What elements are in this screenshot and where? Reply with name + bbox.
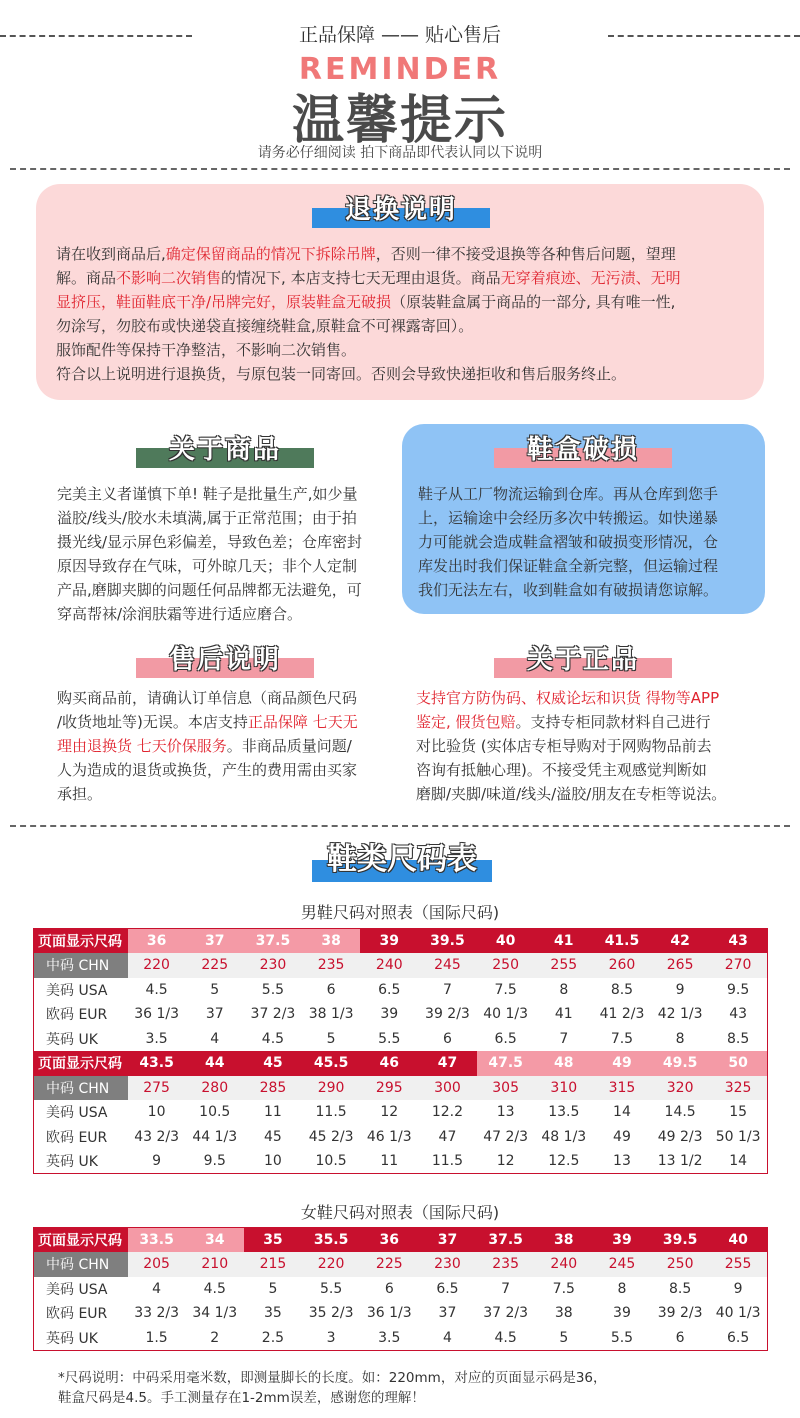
size-cell: 35: [244, 1228, 302, 1253]
size-cell: 4.5: [145, 981, 168, 998]
size-cell: 5: [326, 1030, 336, 1047]
size-cell: 39: [593, 1228, 651, 1253]
authentic-tag-label: 关于正品: [526, 645, 639, 675]
size-cell: 39: [380, 1006, 399, 1023]
size-cell: 305: [477, 1076, 535, 1101]
size-cell: 5: [268, 1280, 278, 1297]
size-cell: 49 2/3: [657, 1128, 703, 1145]
authentic-tag: [494, 640, 672, 680]
size-cell: 240: [535, 1252, 593, 1277]
size-cell: 45: [264, 1128, 282, 1145]
size-cell: 46 1/3: [366, 1128, 412, 1145]
size-cell: 3.5: [378, 1329, 401, 1346]
size-cell: 11.5: [431, 1153, 464, 1169]
size-uk-row: [34, 1027, 768, 1052]
size-cell: 245: [593, 1252, 651, 1277]
size-cell: 4.5: [494, 1329, 517, 1346]
size-cell: 36: [128, 929, 186, 954]
size-row-label: 中码 CHN: [34, 953, 128, 978]
about-product-tag-label: 关于商品: [168, 435, 281, 465]
size-cell: 11.5: [315, 1104, 347, 1121]
size-cell: 41: [535, 929, 593, 954]
size-row-label: 欧码 EUR: [34, 1301, 128, 1326]
size-cell: 8: [559, 981, 569, 998]
size-cell: 49.5: [651, 1051, 709, 1076]
size-row-label: 美码 USA: [34, 978, 128, 1003]
size-cell: 46: [360, 1051, 418, 1076]
size-cell: 33 2/3: [134, 1305, 179, 1322]
size-cell: 38: [302, 929, 360, 954]
size-cell: 250: [651, 1252, 709, 1277]
after-sale-text: 购买商品前，请确认订单信息（商品颜色尺码 /收货地址等)无误。本店支持正品保障 七天无 理由退换货 七天价保服务。非商品质量问题/ 人为造成的退货或换货，产生的费用需由买家 承担。: [57, 689, 358, 803]
size-cell: 9: [152, 1153, 162, 1169]
size-cell: 270: [709, 953, 767, 978]
size-display-row: [34, 1228, 768, 1253]
size-cell: 265: [651, 953, 709, 978]
header-separator: [10, 168, 790, 170]
size-row-label: 欧码 EUR: [34, 1125, 128, 1150]
size-cell: 37: [186, 929, 244, 954]
size-chart-tag: [312, 838, 492, 882]
size-cell: 35.5: [302, 1228, 360, 1253]
reminder-heading: REMINDER: [298, 52, 502, 87]
return-line-2: 解。商品不影响二次销售的情况下, 本店支持七天无理由退货。商品无穿着痕迹、无污渍、无明: [56, 269, 681, 287]
size-cell: 8.5: [726, 1030, 750, 1047]
size-cell: 6: [326, 981, 336, 998]
authentic-text: 支持官方防伪码、权威论坛和识货 得物等APP 鉴定, 假货包赔。支持专柜同款材料自己进行 对比验货 (实体店专柜导购对于网购物品前去 咨询有抵触心理)。不接受凭主观感觉判断如 磨脚/夹脚/味道/线头/溢胶/朋友在专柜等说法。: [416, 689, 727, 803]
size-cell: 6: [384, 1280, 394, 1297]
size-uk-row: [34, 1149, 768, 1174]
return-line-1: 请在收到商品后,确定保留商品的情况下拆除吊牌，否则一律不接受退换等各种售后问题，望理: [56, 245, 676, 263]
size-cell: 11: [264, 1104, 282, 1121]
size-row-label: 中码 CHN: [34, 1252, 128, 1277]
size-cell: 2.5: [261, 1329, 285, 1346]
size-row-label: 英码 UK: [34, 1149, 128, 1174]
size-cell: 300: [418, 1076, 476, 1101]
size-cell: 5.5: [261, 981, 285, 998]
size-cell: 290: [302, 1076, 360, 1101]
size-cell: 4.5: [261, 1030, 285, 1047]
size-cell: 37 2/3: [250, 1006, 296, 1023]
size-cell: 205: [128, 1252, 186, 1277]
size-cell: 255: [535, 953, 593, 978]
title-note: 请务必仔细阅读 拍下商品即代表认同以下说明: [257, 145, 543, 161]
about-product-text: 完美主义者谨慎下单! 鞋子是批量生产,如少量 溢胶/线头/胶水未填满,属于正常范围；由于拍 摄光线/显示屏色彩偏差，导致色差；仓库密封 原因导致存在气味，可外晾几天；非个人定制 产品,磨脚夹脚的问题任何品牌都无法避免，可 穿高帮袜/涂润肤霜等进行适应磨合。: [57, 485, 363, 623]
size-cell: 36 1/3: [134, 1006, 179, 1023]
size-cell: 39.5: [651, 1228, 709, 1253]
size-cell: 36 1/3: [366, 1305, 412, 1322]
size-row-label: 中码 CHN: [34, 1076, 128, 1101]
size-cell: 8.5: [669, 1280, 692, 1297]
size-cell: 35 2/3: [308, 1305, 354, 1322]
size-cell: 37.5: [244, 929, 302, 954]
size-cell: 37: [205, 1006, 224, 1023]
size-cell: 5.5: [610, 1329, 634, 1346]
size-cell: 7.5: [552, 1280, 575, 1297]
size-cell: 34: [186, 1228, 244, 1253]
size-cell: 5.5: [378, 1030, 401, 1047]
size-chart-tag-label: 鞋类尺码表: [327, 842, 477, 877]
about-product-tag: [136, 430, 314, 470]
size-cell: 38 1/3: [308, 1006, 354, 1023]
return-line-3: 显挤压，鞋面鞋底干净/吊牌完好，原装鞋盒无破损（原装鞋盒属于商品的一部分, 具有唯一性,: [56, 293, 676, 311]
size-cell: 225: [360, 1252, 418, 1277]
size-cell: 14.5: [664, 1104, 696, 1121]
size-cell: 39: [613, 1305, 631, 1322]
size-cell: 5: [210, 981, 220, 998]
size-cell: 50 1/3: [715, 1128, 761, 1145]
size-row-label: 页面显示尺码: [34, 1051, 128, 1076]
size-cell: 230: [244, 953, 302, 978]
size-cell: 47.5: [477, 1051, 535, 1076]
return-line-6: 符合以上说明进行退换货，与原包装一同寄回。否则会导致快递拒收和售后服务终止。: [56, 365, 627, 383]
size-cell: 49: [593, 1051, 651, 1076]
size-cell: 41 2/3: [599, 1006, 645, 1023]
return-line-5: 服饰配件等保持干净整洁，不影响二次销售。: [56, 341, 357, 359]
size-cell: 9: [733, 1280, 743, 1297]
section-separator: [10, 825, 790, 827]
size-cell: 1.5: [145, 1329, 168, 1346]
size-row-label: 美码 USA: [34, 1100, 128, 1125]
size-cell: 42 1/3: [657, 1006, 703, 1023]
women-size-table: [33, 1227, 768, 1351]
size-cell: 6: [675, 1329, 685, 1346]
return-line-4: 勿涂写，勿胶布或快递袋直接缠绕鞋盒,原鞋盒不可裸露寄回）。: [56, 317, 474, 335]
size-cell: 14: [613, 1104, 631, 1121]
size-usa-row: [34, 978, 768, 1003]
size-cell: 230: [418, 1252, 476, 1277]
size-cell: 40: [477, 929, 535, 954]
size-cell: 7.5: [610, 1030, 634, 1047]
size-row-label: 欧码 EUR: [34, 1002, 128, 1027]
size-cell: 4: [152, 1280, 162, 1297]
size-row-label: 页面显示尺码: [34, 1228, 128, 1253]
size-cell: 280: [186, 1076, 244, 1101]
size-cell: 47: [438, 1128, 457, 1145]
size-chn-row: [34, 953, 768, 978]
size-eur-row: [34, 1301, 768, 1326]
size-cell: 6.5: [378, 981, 401, 998]
size-cell: 41: [554, 1006, 573, 1023]
size-cell: 6: [442, 1030, 452, 1047]
size-cell: 37 2/3: [483, 1305, 529, 1322]
size-cell: 315: [593, 1076, 651, 1101]
size-cell: 15: [729, 1104, 748, 1121]
size-cell: 39 2/3: [657, 1305, 703, 1322]
size-cell: 10.5: [199, 1104, 231, 1121]
size-cell: 275: [128, 1076, 186, 1101]
size-cell: 13: [496, 1104, 515, 1121]
size-cell: 50: [709, 1051, 767, 1076]
size-cell: 10: [147, 1104, 166, 1121]
size-cell: 47: [418, 1051, 476, 1076]
size-cell: 44 1/3: [192, 1128, 238, 1145]
size-cell: 7: [559, 1030, 569, 1047]
size-cell: 215: [244, 1252, 302, 1277]
size-cell: 6.5: [726, 1329, 750, 1346]
size-cell: 41.5: [593, 929, 651, 954]
after-sale-tag: [136, 640, 314, 680]
size-display-row: [34, 929, 768, 954]
size-cell: 7: [501, 1280, 511, 1297]
size-cell: 325: [709, 1076, 767, 1101]
size-cell: 240: [360, 953, 418, 978]
size-cell: 12.2: [431, 1104, 464, 1121]
size-cell: 235: [477, 1252, 535, 1277]
size-cell: 45.5: [302, 1051, 360, 1076]
size-cell: 285: [244, 1076, 302, 1101]
size-cell: 8: [675, 1030, 685, 1047]
size-cell: 9: [675, 981, 685, 998]
header-subtitle: 正品保障 —— 贴心售后: [298, 24, 502, 46]
size-cell: 320: [651, 1076, 709, 1101]
size-cell: 14: [729, 1153, 748, 1169]
size-cell: 6.5: [494, 1030, 517, 1047]
size-cell: 43.5: [128, 1051, 186, 1076]
size-cell: 12: [496, 1153, 515, 1169]
size-cell: 34 1/3: [192, 1305, 238, 1322]
size-cell: 13 1/2: [657, 1153, 703, 1169]
size-display-row: [34, 1051, 768, 1076]
size-cell: 13: [613, 1153, 631, 1169]
size-cell: 220: [302, 1252, 360, 1277]
size-cell: 260: [593, 953, 651, 978]
size-cell: 250: [477, 953, 535, 978]
size-cell: 49: [613, 1128, 631, 1145]
size-eur-row: [34, 1125, 768, 1150]
size-cell: 8.5: [610, 981, 634, 998]
size-cell: 38: [535, 1228, 593, 1253]
size-cell: 38: [554, 1305, 573, 1322]
women-size-caption: 女鞋尺码对照表（国际尺码): [300, 1203, 500, 1222]
size-cell: 40: [709, 1228, 767, 1253]
size-cell: 9.5: [203, 1153, 226, 1169]
size-cell: 36: [360, 1228, 418, 1253]
size-cell: 43: [709, 929, 767, 954]
size-row-label: 英码 UK: [34, 1027, 128, 1052]
size-cell: 9.5: [726, 981, 750, 998]
size-uk-row: [34, 1326, 768, 1351]
size-cell: 3.5: [145, 1030, 168, 1047]
size-cell: 255: [709, 1252, 767, 1277]
page-title: 温馨提示: [291, 91, 508, 151]
size-cell: 210: [186, 1252, 244, 1277]
size-cell: 37: [438, 1305, 457, 1322]
size-usa-row: [34, 1277, 768, 1302]
size-usa-row: [34, 1100, 768, 1125]
size-chn-row: [34, 1076, 768, 1101]
size-cell: 3: [326, 1329, 336, 1346]
size-cell: 12.5: [548, 1153, 580, 1169]
size-cell: 4: [442, 1329, 452, 1346]
size-cell: 43 2/3: [134, 1128, 179, 1145]
size-cell: 48 1/3: [541, 1128, 587, 1145]
size-cell: 2: [210, 1329, 220, 1346]
size-cell: 4.5: [203, 1280, 226, 1297]
return-policy-text: [56, 242, 756, 386]
size-cell: 235: [302, 953, 360, 978]
size-cell: 33.5: [128, 1228, 186, 1253]
size-cell: 45 2/3: [308, 1128, 354, 1145]
size-cell: 47 2/3: [483, 1128, 529, 1145]
size-row-label: 英码 UK: [34, 1326, 128, 1351]
size-cell: 13.5: [548, 1104, 580, 1121]
men-size-table: [33, 928, 768, 1174]
size-eur-row: [34, 1002, 768, 1027]
size-cell: 295: [360, 1076, 418, 1101]
size-cell: 220: [128, 953, 186, 978]
size-cell: 39.5: [418, 929, 476, 954]
size-row-label: 页面显示尺码: [34, 929, 128, 954]
size-cell: 8: [617, 1280, 627, 1297]
size-cell: 11: [380, 1153, 399, 1169]
size-cell: 12: [380, 1104, 399, 1121]
size-cell: 42: [651, 929, 709, 954]
size-cell: 37: [418, 1228, 476, 1253]
size-cell: 5.5: [319, 1280, 343, 1297]
size-cell: 6.5: [436, 1280, 459, 1297]
size-cell: 39: [360, 929, 418, 954]
size-cell: 48: [535, 1051, 593, 1076]
size-cell: 7.5: [494, 981, 517, 998]
size-cell: 4: [210, 1030, 220, 1047]
size-cell: 10: [264, 1153, 282, 1169]
size-cell: 43: [729, 1006, 748, 1023]
after-sale-tag-label: 售后说明: [168, 645, 281, 675]
size-cell: 44: [186, 1051, 244, 1076]
size-cell: 45: [244, 1051, 302, 1076]
size-cell: 5: [559, 1329, 569, 1346]
size-cell: 7: [442, 981, 452, 998]
size-cell: 310: [535, 1076, 593, 1101]
shoebox-damage-tag-label: 鞋盒破损: [526, 435, 639, 465]
shoebox-damage-text: 鞋子从工厂物流运输到仓库。再从仓库到您手 上，运输途中会经历多次中转搬运。如快递暴 力可能就会造成鞋盒褶皱和破损变形情况，仓 库发出时我们保证鞋盒全新完整，但运输过程 我们无法左右，收到鞋盒如有破损请您谅解。: [418, 485, 719, 599]
size-cell: 35: [264, 1305, 282, 1322]
size-cell: 40 1/3: [483, 1006, 529, 1023]
men-size-caption: 男鞋尺码对照表（国际尺码): [300, 903, 500, 922]
size-footnote: *尺码说明：中码采用毫米数，即测量脚长的长度。如：220mm，对应的页面显示码是36， 鞋盒尺码是4.5。手工测量存在1-2mm误差，感谢您的理解！: [58, 1370, 607, 1406]
shoebox-damage-tag: [494, 430, 672, 470]
return-policy-tag-label: 退换说明: [344, 195, 457, 225]
size-cell: 225: [186, 953, 244, 978]
size-cell: 40 1/3: [715, 1305, 761, 1322]
size-cell: 245: [418, 953, 476, 978]
size-cell: 37.5: [477, 1228, 535, 1253]
size-chn-row: [34, 1252, 768, 1277]
size-row-label: 美码 USA: [34, 1277, 128, 1302]
size-cell: 39 2/3: [425, 1006, 470, 1023]
return-policy-tag: [312, 190, 490, 230]
size-cell: 10.5: [315, 1153, 347, 1169]
